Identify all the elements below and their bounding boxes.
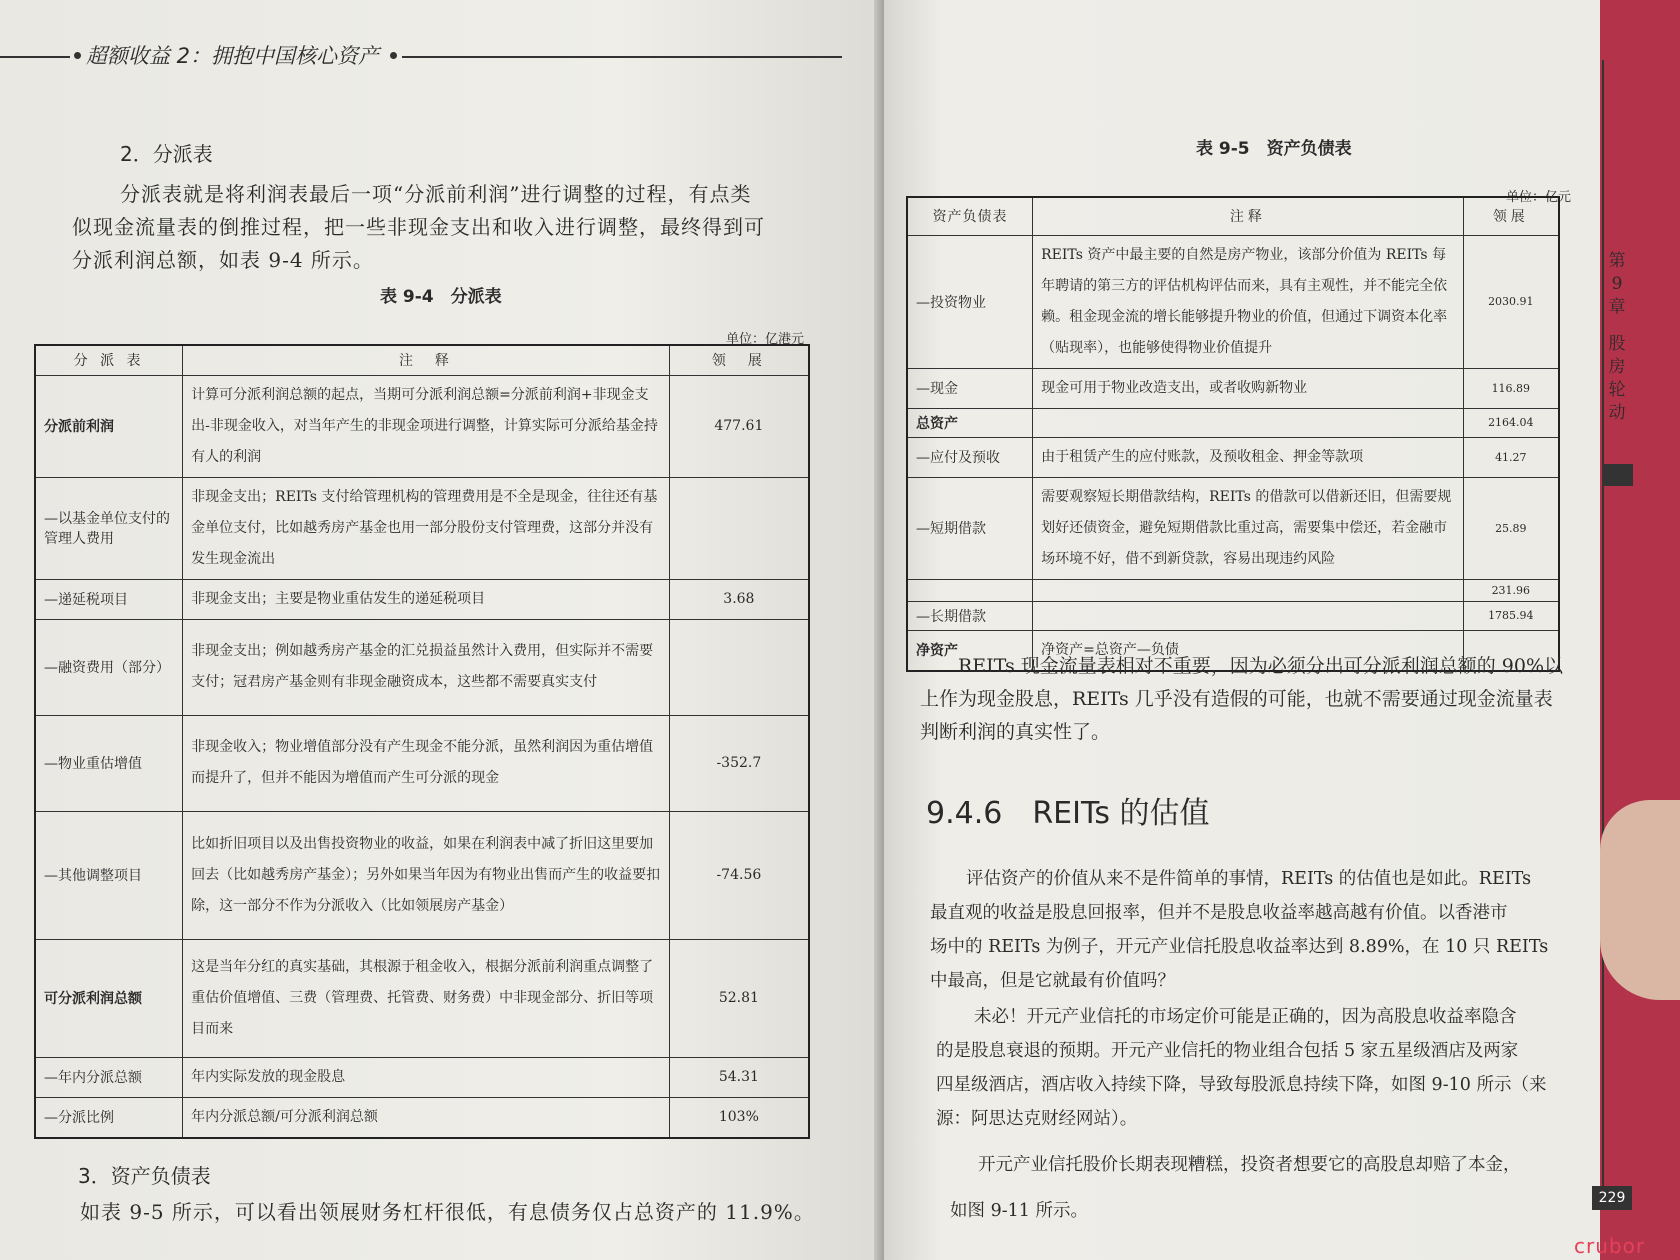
row-value: 3.68 (669, 579, 809, 619)
row-item: —其他调整项目 (35, 811, 183, 939)
right-page (884, 0, 1600, 1260)
table-row (35, 715, 809, 811)
table-header-row (35, 345, 809, 375)
text-line: 上作为现金股息，REITs 几乎没有造假的可能，也就不需要通过现金流量表 (920, 688, 1553, 710)
row-item: —融资费用（部分） (35, 619, 183, 715)
text-line: 似现金流量表的倒推过程，把一些非现金支出和收入进行调整，最终得到可 (72, 215, 765, 239)
row-note: 比如折旧项目以及出售投资物业的收益，如果在利润表中减了折旧这里要加回去（比如越秀房产基金）；另外如果当年因为有物业出售而产生的收益要扣除，这一部分不作为分派收入（比如领展房产基金） (183, 811, 670, 939)
text-line: 场中的 REITs 为例子，开元产业信托股息收益率达到 8.89%，在 10 只 REITs (930, 937, 1549, 957)
distribution-table (34, 344, 810, 1139)
table-row (35, 375, 809, 477)
chapter-label (1605, 250, 1629, 425)
table-row (907, 437, 1559, 477)
header-dot (390, 52, 397, 59)
table-row (35, 1057, 809, 1097)
row-note: 年内分派总额/可分派利润总额 (183, 1097, 670, 1138)
row-item: —以基金单位支付的管理人费用 (35, 477, 183, 579)
column-header: 领 展 (669, 345, 809, 375)
row-note: 计算可分派利润总额的起点，当期可分派利润总额=分派前利润+非现金支出-非现金收入，对当年产生的非现金项进行调整，计算实际可分派给基金持有人的利润 (183, 375, 670, 477)
table-row (907, 601, 1559, 630)
table-unit: 单位：亿港元 (726, 332, 805, 347)
row-item: —短期借款 (907, 477, 1033, 579)
text-line: 评估资产的价值从来不是件简单的事情，REITs 的估值也是如此。REITs (966, 869, 1532, 889)
table-row (35, 1097, 809, 1138)
text-line: 四星级酒店，酒店收入持续下降，导致每股派息持续下降，如图 9-10 所示（来 (936, 1075, 1547, 1095)
section-title: 2．分派表 (120, 142, 213, 166)
row-item: —递延税项目 (35, 579, 183, 619)
table-row (907, 579, 1559, 601)
row-item: —现金 (907, 368, 1033, 408)
row-value: 41.27 (1463, 437, 1559, 477)
row-note: 非现金收入；物业增值部分没有产生现金不能分派，虽然利润因为重估增值而提升了，但并不能因为增值而产生可分派的现金 (183, 715, 670, 811)
row-note: 非现金支出；REITs 支付给管理机构的管理费用是不全是现金，往往还有基金单位支付，比如越秀房产基金也用一部分股份支付管理费，这部分并没有发生现金流出 (183, 477, 670, 579)
text-line: 判断利润的真实性了。 (920, 721, 1111, 743)
text-line: 分派表就是将利润表最后一项“分派前利润”进行调整的过程，有点类 (120, 182, 752, 206)
cashflow-paragraph (920, 650, 1570, 749)
row-note: 非现金支出；例如越秀房产基金的汇兑损益虽然计入费用，但实际并不需要支付；冠君房产基金则有非现金融资成本，这些都不需要真实支付 (183, 619, 670, 715)
row-value: 477.61 (669, 375, 809, 477)
table-row (907, 408, 1559, 437)
row-note: REITs 资产中最主要的自然是房产物业，该部分价值为 REITs 每年聘请的第三方的评估机构评估而来，具有主观性，并不能完全依赖。租金现金流的增长能够提升物业的价值，但通过下调资本化率（贴现率），也能够使得物业价值提升 (1033, 235, 1464, 368)
text-line: 分派利润总额，如表 9-4 所示。 (72, 248, 374, 272)
text-line: 如图 9-11 所示。 (950, 1201, 1088, 1221)
row-note: 现金可用于物业改造支出，或者收购新物业 (1033, 368, 1464, 408)
row-value (669, 477, 809, 579)
running-header (0, 40, 860, 70)
text-line: REITs 现金流量表相对不重要，因为必须分出可分派利润总额的 90%以 (958, 655, 1564, 677)
header-rule (0, 56, 70, 58)
text-line: 的是股息衰退的预期。开元产业信托的物业组合包括 5 家五星级酒店及两家 (936, 1041, 1519, 1061)
chapter-side-rule (1602, 60, 1618, 1210)
table-row (35, 619, 809, 715)
chapter-number: 第9章 (1608, 251, 1626, 317)
table-header-row (907, 197, 1559, 235)
header-rule (402, 56, 842, 58)
row-value: 54.31 (669, 1057, 809, 1097)
section-heading: 9.4.6 REITs 的估值 (926, 796, 1210, 831)
row-value: 2030.91 (1463, 235, 1559, 368)
text-line: 未必！开元产业信托的市场定价可能是正确的，因为高股息收益率隐含 (974, 1007, 1517, 1027)
row-value: 116.89 (1463, 368, 1559, 408)
row-item: —投资物业 (907, 235, 1033, 368)
valuation-paragraph-2 (936, 1000, 1576, 1136)
row-item: —物业重估增值 (35, 715, 183, 811)
row-value: 103% (669, 1097, 809, 1138)
row-note (1033, 408, 1464, 437)
row-item: —分派比例 (35, 1097, 183, 1138)
row-value: 52.81 (669, 939, 809, 1057)
row-value: 2164.04 (1463, 408, 1559, 437)
row-item: 净资产 (907, 630, 1033, 671)
row-item: 分派前利润 (35, 375, 183, 477)
chapter-marker (1603, 464, 1633, 486)
text-line: 开元产业信托股价长期表现糟糕，投资者想要它的高股息却赔了本金， (978, 1155, 1521, 1175)
table-row (907, 368, 1559, 408)
row-note: 这是当年分红的真实基础，其根源于租金收入，根据分派前利润重点调整了重估价值增值、三费（管理费、托管费、财务费）中非现金部分、折旧等项目而来 (183, 939, 670, 1057)
chapter-title: 股房轮动 (1608, 334, 1626, 423)
valuation-paragraph-3 (950, 1142, 1570, 1234)
row-note: 需要观察短长期借款结构，REITs 的借款可以借新还旧，但需要规划好还债资金，避免短期借款比重过高，需要集中偿还，若金融市场环境不好，借不到新贷款，容易出现违约风险 (1033, 477, 1464, 579)
row-value: 1785.94 (1463, 601, 1559, 630)
row-item: —应付及预收 (907, 437, 1033, 477)
column-header: 注释 (1033, 197, 1464, 235)
row-value: -352.7 (669, 715, 809, 811)
row-item: —长期借款 (907, 601, 1033, 630)
row-value: 231.96 (1463, 579, 1559, 601)
section-title: 3．资产负债表 (78, 1164, 211, 1188)
row-item: 可分派利润总额 (35, 939, 183, 1057)
column-header: 领展 (1463, 197, 1559, 235)
row-note: 由于租赁产生的应付账款，及预收租金、押金等款项 (1033, 437, 1464, 477)
table-unit: 单位：亿元 (1506, 190, 1572, 205)
column-header: 资产负债表 (907, 197, 1033, 235)
valuation-paragraph (930, 862, 1570, 998)
table-row (35, 811, 809, 939)
thumb (1600, 800, 1680, 1000)
row-value (669, 619, 809, 715)
text-line: 中最高，但是它就最有价值吗？ (930, 971, 1175, 991)
header-dot (74, 52, 81, 59)
watermark: crubor (1574, 1234, 1646, 1258)
table-row (907, 235, 1559, 368)
table-row (35, 579, 809, 619)
row-item: —年内分派总额 (35, 1057, 183, 1097)
column-header: 注 释 (183, 345, 670, 375)
section3-paragraph: 如表 9-5 所示，可以看出领展财务杠杆很低，有息债务仅占总资产的 11.9%。 (80, 1200, 815, 1224)
row-note: 净资产=总资产—负债 (1033, 630, 1464, 671)
text-line: 最直观的收益是股息回报率，但并不是股息收益率越高越有价值。以香港市 (930, 903, 1508, 923)
text-line: 源：阿思达克财经网站）。 (936, 1109, 1138, 1129)
balance-sheet-table (906, 196, 1560, 672)
table-row (35, 477, 809, 579)
row-item (907, 579, 1033, 601)
intro-paragraph (72, 178, 852, 277)
table-caption: 表 9-4 分派表 (380, 287, 502, 307)
table-row (35, 939, 809, 1057)
row-value: -74.56 (669, 811, 809, 939)
row-note (1033, 601, 1464, 630)
row-note: 年内实际发放的现金股息 (183, 1057, 670, 1097)
row-note: 非现金支出；主要是物业重估发生的递延税项目 (183, 579, 670, 619)
table-caption: 表 9-5 资产负债表 (1196, 139, 1352, 159)
header-title: 超额收益 2：拥抱中国核心资产 (86, 44, 380, 68)
column-header: 分 派 表 (35, 345, 183, 375)
table-row (907, 477, 1559, 579)
row-item: 总资产 (907, 408, 1033, 437)
page-number: 229 (1592, 1186, 1632, 1210)
row-note (1033, 579, 1464, 601)
row-value: 25.89 (1463, 477, 1559, 579)
